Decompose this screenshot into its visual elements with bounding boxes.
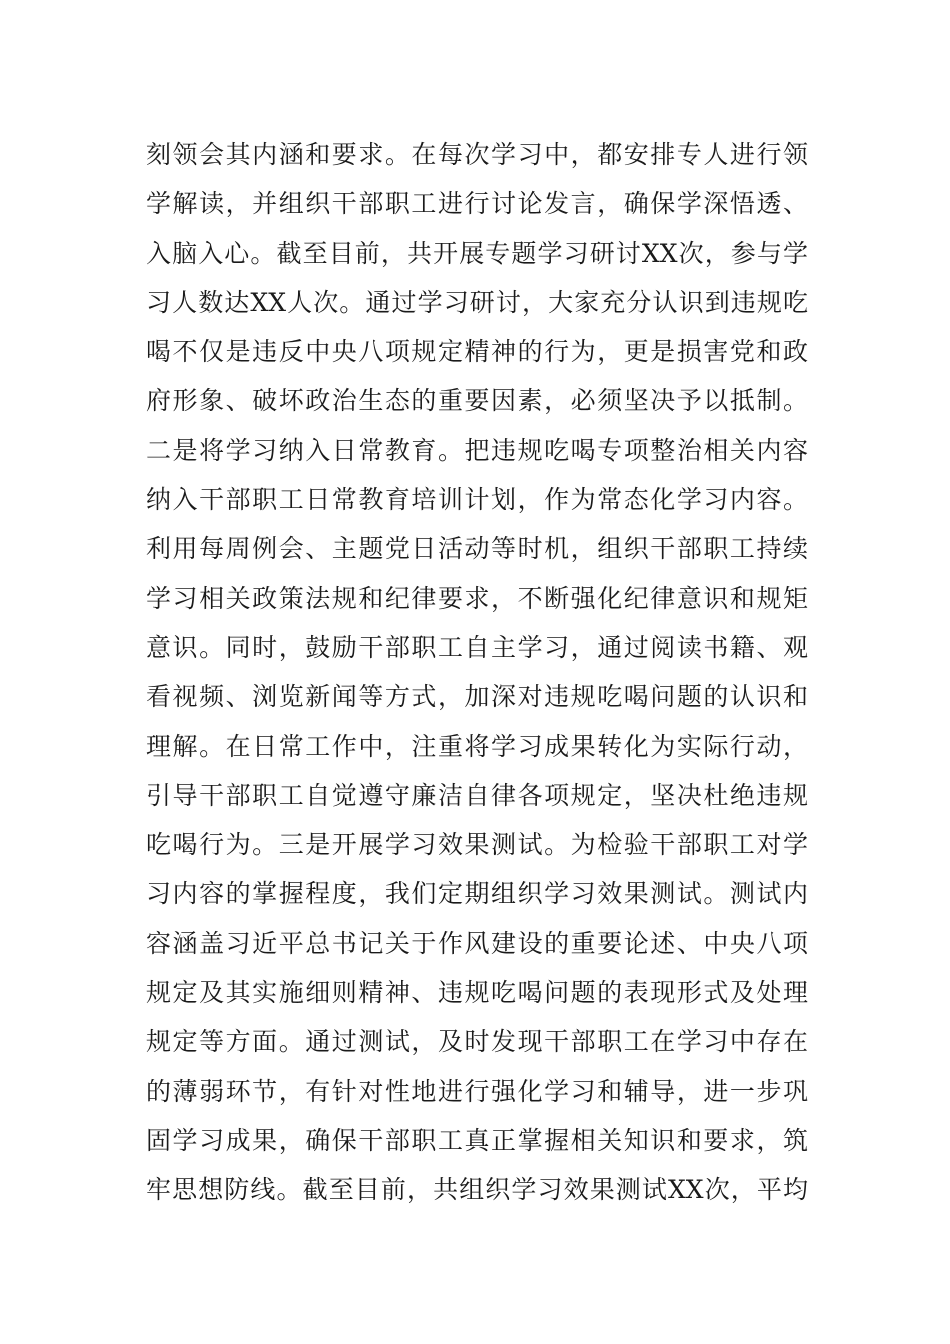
text-line: 容涵盖习近平总书记关于作风建设的重要论述、中央八项 [146, 928, 808, 958]
text-line: 纳入干部职工日常教育培训计划，作为常态化学习内容。 [146, 485, 808, 515]
text-line: 入脑入心。截至目前，共开展专题学习研讨XX次，参与学 [146, 238, 808, 268]
text-line: 引导干部职工自觉遵守廉洁自律各项规定，坚决杜绝违规 [146, 780, 808, 810]
text-line: 规定及其实施细则精神、违规吃喝问题的表现形式及处理 [146, 978, 808, 1008]
text-line: 喝不仅是违反中央八项规定精神的行为，更是损害党和政 [146, 337, 808, 367]
text-line: 二是将学习纳入日常教育。把违规吃喝专项整治相关内容 [146, 435, 808, 465]
text-line: 规定等方面。通过测试，及时发现干部职工在学习中存在 [146, 1027, 808, 1057]
body-text [146, 130, 808, 1215]
text-line: 府形象、破坏政治生态的重要因素，必须坚决予以抵制。 [146, 386, 808, 416]
text-line: 理解。在日常工作中，注重将学习成果转化为实际行动， [146, 731, 808, 761]
text-line: 吃喝行为。三是开展学习效果测试。为检验干部职工对学 [146, 830, 808, 860]
text-line: 的薄弱环节，有针对性地进行强化学习和辅导，进一步巩 [146, 1076, 808, 1106]
text-line: 看视频、浏览新闻等方式，加深对违规吃喝问题的认识和 [146, 682, 808, 712]
text-line: 固学习成果，确保干部职工真正掌握相关知识和要求，筑 [146, 1125, 808, 1155]
text-line: 利用每周例会、主题党日活动等时机，组织干部职工持续 [146, 534, 808, 564]
text-line: 刻领会其内涵和要求。在每次学习中，都安排专人进行领 [146, 140, 808, 169]
text-line: 学习相关政策法规和纪律要求，不断强化纪律意识和规矩 [146, 583, 808, 613]
text-line: 习内容的掌握程度，我们定期组织学习效果测试。测试内 [146, 879, 808, 909]
text-line: 学解读，并组织干部职工进行讨论发言，确保学深悟透、 [146, 189, 808, 219]
text-line: 意识。同时，鼓励干部职工自主学习，通过阅读书籍、观 [146, 632, 808, 662]
text-line: 牢思想防线。截至目前，共组织学习效果测试XX次，平均 [146, 1175, 808, 1205]
text-line: 习人数达XX人次。通过学习研讨，大家充分认识到违规吃 [146, 287, 808, 317]
